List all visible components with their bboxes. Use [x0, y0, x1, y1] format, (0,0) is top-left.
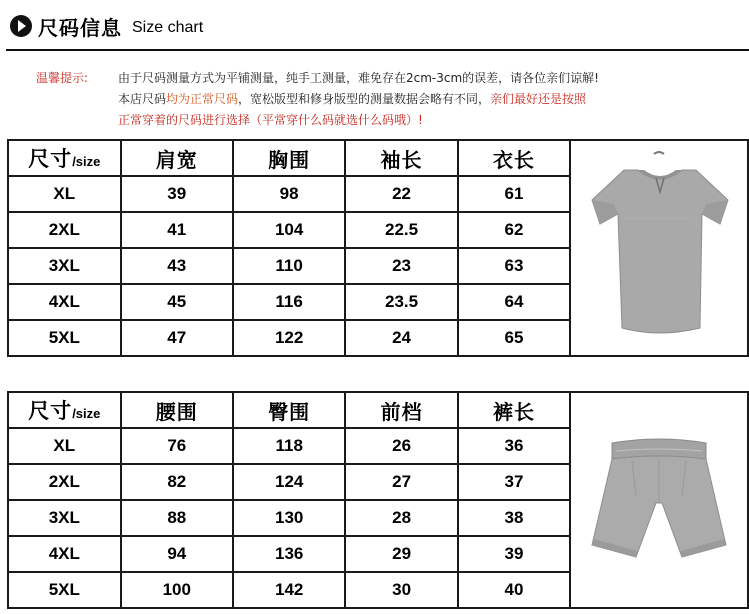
- bottom-size-table: [7, 391, 749, 609]
- table-cell: 62: [458, 212, 570, 248]
- play-circle-icon: [10, 15, 32, 37]
- notice-line-1: 由于尺码测量方式为平铺测量，纯手工测量，难免存在2cm-3cm的误差，请各位亲们谅解!: [118, 71, 599, 85]
- table-cell: 61: [458, 176, 570, 212]
- size-cell: 5XL: [8, 320, 121, 356]
- table-cell: 104: [233, 212, 345, 248]
- notice-line-3: 正常穿着的尺码进行选择（平常穿什么码就选什么码哦）!: [118, 113, 423, 127]
- table-cell: 124: [233, 464, 345, 500]
- table-cell: 100: [121, 572, 233, 608]
- table-cell: 39: [121, 176, 233, 212]
- column-header: 肩宽: [121, 140, 233, 176]
- table-cell: 98: [233, 176, 345, 212]
- notice-label: 温馨提示:: [36, 71, 89, 85]
- table-cell: 110: [233, 248, 345, 284]
- table-cell: 43: [121, 248, 233, 284]
- table-cell: 29: [345, 536, 457, 572]
- table-cell: 23.5: [345, 284, 457, 320]
- table-cell: 36: [458, 428, 570, 464]
- column-header: 袖长: [345, 140, 457, 176]
- table-cell: 76: [121, 428, 233, 464]
- table-cell: 39: [458, 536, 570, 572]
- table-cell: 23: [345, 248, 457, 284]
- gray-shorts-image: [584, 425, 734, 575]
- section-subtitle: Size chart: [132, 18, 204, 36]
- table-header-row: [8, 392, 748, 428]
- table-cell: 45: [121, 284, 233, 320]
- size-cell: 4XL: [8, 536, 121, 572]
- size-header: 尺寸/size: [8, 392, 121, 428]
- table-cell: 64: [458, 284, 570, 320]
- table-cell: 130: [233, 500, 345, 536]
- table-cell: 47: [121, 320, 233, 356]
- gray-top-image: [584, 148, 734, 348]
- column-header: 胸围: [233, 140, 345, 176]
- table-cell: 142: [233, 572, 345, 608]
- product-image-cell: [570, 392, 748, 608]
- table-cell: 38: [458, 500, 570, 536]
- size-cell: 5XL: [8, 572, 121, 608]
- table-cell: 41: [121, 212, 233, 248]
- table-cell: 116: [233, 284, 345, 320]
- table-cell: 88: [121, 500, 233, 536]
- size-cell: 3XL: [8, 500, 121, 536]
- table-cell: 82: [121, 464, 233, 500]
- table-cell: 22: [345, 176, 457, 212]
- table-cell: 27: [345, 464, 457, 500]
- column-header: 腰围: [121, 392, 233, 428]
- size-cell: XL: [8, 176, 121, 212]
- size-cell: 2XL: [8, 464, 121, 500]
- notice-highlight: 均为正常尺码: [166, 92, 239, 106]
- table-cell: 65: [458, 320, 570, 356]
- size-header: 尺寸/size: [8, 140, 121, 176]
- table-cell: 22.5: [345, 212, 457, 248]
- table-cell: 118: [233, 428, 345, 464]
- table-cell: 26: [345, 428, 457, 464]
- table-cell: 37: [458, 464, 570, 500]
- notice-highlight: 亲们最好还是按照: [490, 92, 587, 106]
- notice-line-2: 本店尺码均为正常尺码，宽松版型和修身版型的测量数据会略有不同，亲们最好还是按照: [118, 92, 587, 106]
- column-header: 臀围: [233, 392, 345, 428]
- table-cell: 24: [345, 320, 457, 356]
- column-header: 衣长: [458, 140, 570, 176]
- size-cell: 4XL: [8, 284, 121, 320]
- size-cell: 3XL: [8, 248, 121, 284]
- column-header: 前档: [345, 392, 457, 428]
- table-cell: 122: [233, 320, 345, 356]
- table-cell: 30: [345, 572, 457, 608]
- column-header: 裤长: [458, 392, 570, 428]
- table-cell: 136: [233, 536, 345, 572]
- product-image-cell: [570, 140, 748, 356]
- top-size-table: [7, 139, 749, 357]
- table-cell: 94: [121, 536, 233, 572]
- notice-body: [118, 68, 678, 131]
- table-cell: 63: [458, 248, 570, 284]
- table-cell: 40: [458, 572, 570, 608]
- size-cell: 2XL: [8, 212, 121, 248]
- table-cell: 28: [345, 500, 457, 536]
- table-header-row: [8, 140, 748, 176]
- section-title: 尺码信息: [38, 15, 122, 40]
- size-cell: XL: [8, 428, 121, 464]
- section-header: [10, 12, 203, 40]
- header-divider: [6, 49, 749, 51]
